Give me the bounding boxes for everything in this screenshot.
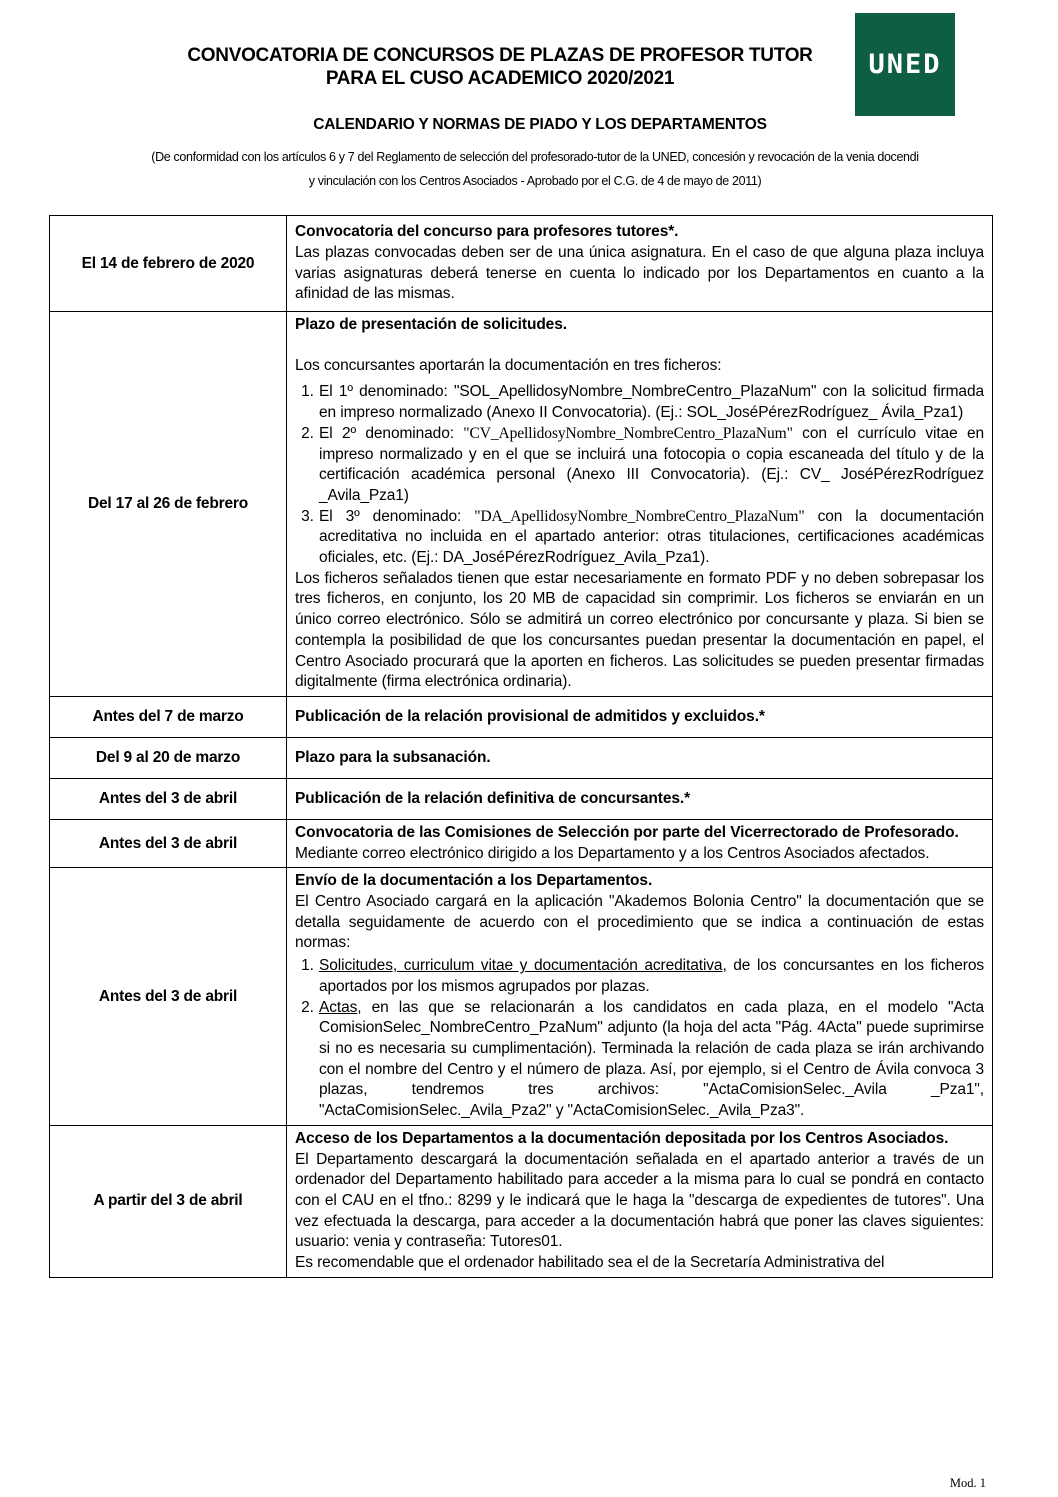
uned-logo [855,13,955,116]
row-heading: Acceso de los Departamentos a la documentación depositada por los Centros Asociados. [295,1129,949,1147]
row-text: Mediante correo electrónico dirigido a los Departamento y a los Centros Asociados afectados. [295,844,930,862]
regulation-note [40,145,1030,193]
row-description [287,216,993,312]
row-description [287,778,993,819]
row-heading: Plazo para la subsanación. [295,748,491,766]
document-subtitle: CALENDARIO Y NORMAS DE PIADO Y LOS DEPARTAMENTOS [313,116,767,133]
row-text-continued: Es recomendable que el ordenador habilitado sea el de la Secretaría Administrativa del [295,1254,885,1272]
list-item: 2. El 2º denominado: "CV_ApellidosyNombre_NombreCentro_PlazaNum" con el currículo vitae en impreso normalizado y en el que se incluirá una fotocopia o copia escaneada del título y de la certificación académica personal (Anexo III Convocatoria). (Ej.: CV_ JoséPérezRodríguez _Avila_Pza1) [318,424,984,507]
row-date: Antes del 3 de abril [50,819,287,867]
row-heading: Publicación de la relación provisional de admitidos y excluidos.* [295,707,765,725]
table-row [50,696,993,737]
row-heading: Plazo de presentación de solicitudes. [295,316,567,333]
title-line-2: PARA EL CUSO ACADEMICO 2020/2021 [325,68,675,89]
calendar-table [49,215,993,1278]
row-date: Antes del 3 de abril [50,778,287,819]
file-list [295,382,984,568]
row-date: Antes del 7 de marzo [50,696,287,737]
table-row [50,737,993,778]
row-text: Los ficheros señalados tienen que estar necesariamente en formato PDF y no deben sobrepasar los tres ficheros, en conjunto, los 20 MB de capacidad sin comprimir. Los ficheros se enviarán en un único correo electrónico. Sólo se admitirá un correo electrónico por concursante y plaza. Si bien se contempla la posibilidad de que los concursantes puedan presentar la documentación en papel, el Centro Asociado procurará que la aporten en ficheros. Las solicitudes se pueden presentar firmadas digitalmente (firma electrónica ordinaria). [295,569,984,691]
row-heading: Envío de la documentación a los Departamentos. [295,872,653,890]
note-line-2: y vinculación con los Centros Asociados - Aprobado por el C.G. de 4 de mayo de 2011) [308,174,762,188]
row-date: Antes del 3 de abril [50,868,287,1125]
list-item: 1. El 1º denominado: "SOL_ApellidosyNombre_NombreCentro_PlazaNum" con la solicitud firmada en impreso normalizado (Anexo II Convocatoria). (Ej.: SOL_JoséPérezRodríguez_ Ávila_Pza1) [318,382,984,423]
row-date: A partir del 3 de abril [50,1125,287,1277]
row-heading: Publicación de la relación definitiva de concursantes.* [295,789,691,807]
row-description [287,868,993,1125]
row-heading: Convocatoria de las Comisiones de Selección por parte del Vicerrectorado de Profesorado. [295,823,959,841]
list-item: 2. Actas, en las que se relacionarán a los candidatos en cada plaza, en el modelo "Acta ComisionSelec_NombreCentro_PzaNum" adjunto (la hoja del acta "Pág. 4Acta" puede suprimirse si no es necesaria su cumplimentación). Terminada la relación de cada plaza se irán archivando con el nombre del Centro y el número de plaza. Así, por ejemplo, si el Centro de Ávila convoca 3 plazas, tendremos tres archivos: "ActaComisionSelec._Avila _Pza1", "ActaComisionSelec._Avila_Pza2" y "ActaComisionSelec._Avila_Pza3". [318,998,984,1122]
row-date: Del 17 al 26 de febrero [50,312,287,697]
table-row [50,216,993,312]
row-description [287,819,993,867]
logo-text: UNED [868,49,942,80]
table-row [50,778,993,819]
table-row [50,868,993,1125]
row-date: El 14 de febrero de 2020 [50,216,287,312]
row-description [287,737,993,778]
document-title [100,44,900,90]
document-list [295,956,984,1122]
title-line-1: CONVOCATORIA DE CONCURSOS DE PLAZAS DE PROFESOR TUTOR [187,45,813,66]
list-item: 1. Solicitudes, curriculum vitae y documentación acreditativa, de los concursantes en los ficheros aportados por los mismos agrupados por plazas. [318,956,984,997]
row-description [287,312,993,697]
table-row [50,312,993,697]
row-intro: El Centro Asociado cargará en la aplicación "Akademos Bolonia Centro" la documentación que se detalla seguidamente de acuerdo con el procedimiento que se indica a continuación de estas normas: [295,893,984,952]
list-item: 3. El 3º denominado: "DA_ApellidosyNombre_NombreCentro_PlazaNum" con la documentación acreditativa no incluida en el apartado anterior: otras titulaciones, certificaciones académicas oficiales, etc. (Ej.: DA_JoséPérezRodríguez_Avila_Pza1). [318,507,984,569]
row-description [287,1125,993,1277]
note-line-1: (De conformidad con los artículos 6 y 7 del Reglamento de selección del profesorado-tutor de la UNED, concesión y revocación de la venia docendi [151,150,919,164]
row-text: Las plazas convocadas deben ser de una única asignatura. En el caso de que alguna plaza incluya varias asignaturas deberá tenerse en cuenta lo indicado por los Departamentos en cuanto a la afinidad de las mismas. [295,243,984,303]
row-heading: Convocatoria del concurso para profesores tutores*. [295,223,679,241]
row-description [287,696,993,737]
table-row [50,819,993,867]
row-intro: Los concursantes aportarán la documentación en tres ficheros: [295,356,722,374]
row-date: Del 9 al 20 de marzo [50,737,287,778]
row-text: El Departamento descargará la documentación señalada en el apartado anterior a través de un ordenador del Departamento habilitado para acceder a la misma para lo cual se pondrá en contacto con el CAU en el tfno.: 8299 y le indicará que le haga la "descarga de expedientes de tutores". Una vez efectuada la descarga, para acceder a la documentación habrá que poner las claves siguientes: usuario: venia y contraseña: Tutores01. [295,1150,984,1251]
table-row [50,1125,993,1277]
model-number: Mod. 1 [949,1476,986,1490]
